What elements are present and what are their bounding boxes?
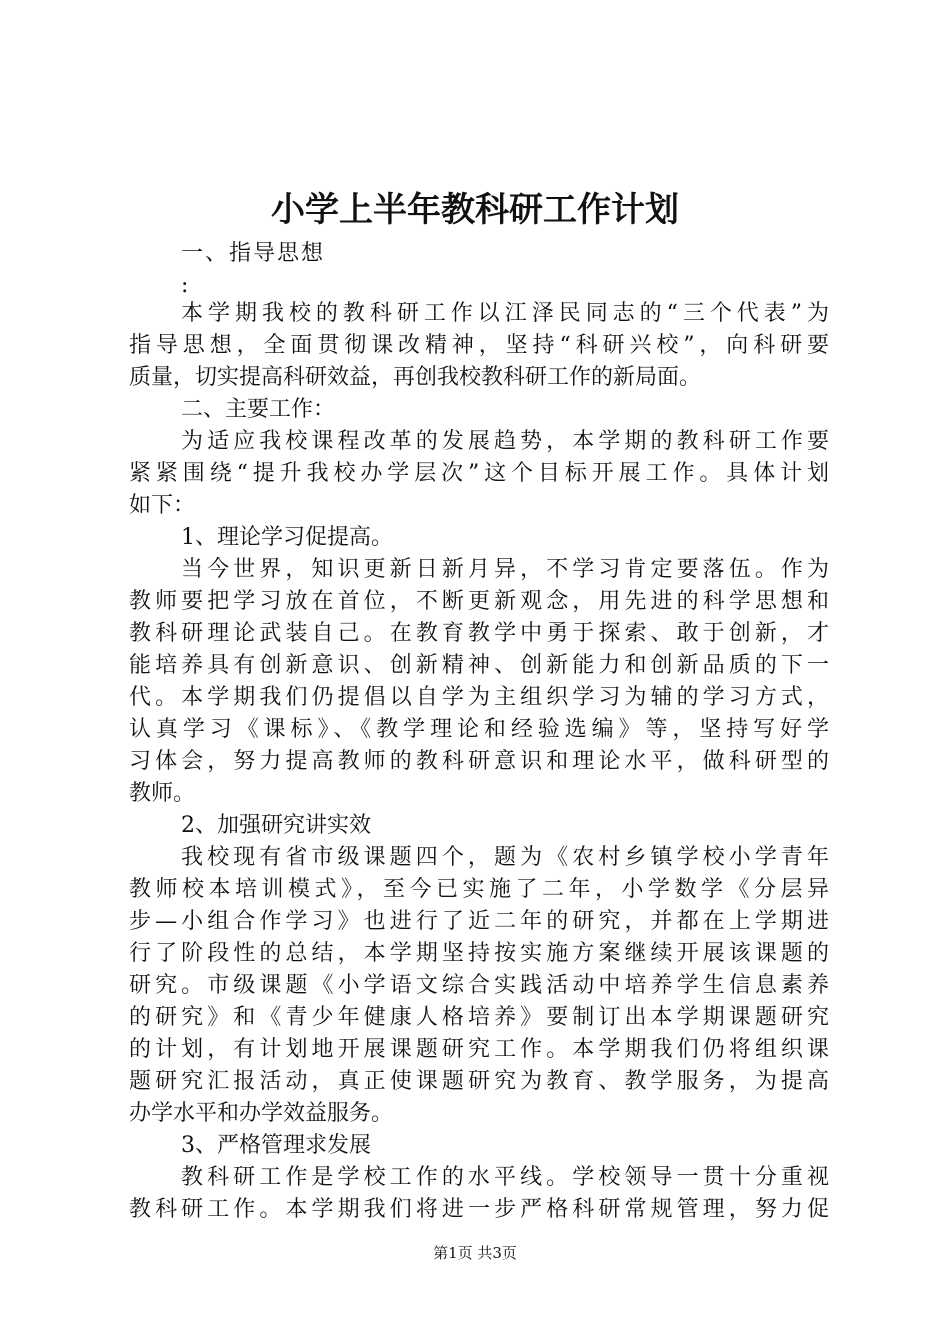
text-line: 认真学习《课标》、《教学理论和经验选编》等，坚持写好学 [129, 717, 829, 742]
text-line: 能培养具有创新意识、创新精神、创新能力和创新品质的下一 [129, 653, 829, 678]
text-line: 我校现有省市级课题四个，题为《农村乡镇学校小学青年 [181, 845, 829, 870]
text-line: 本学期我校的教科研工作以江泽民同志的“三个代表”为 [181, 301, 829, 326]
text-line: 为适应我校课程改革的发展趋势，本学期的教科研工作要 [181, 429, 829, 454]
document-title: 小学上半年教科研工作计划 [271, 190, 679, 230]
page-footer: 第1页 共3页 [433, 1244, 517, 1262]
section-heading-guiding-thought: 一、指导思想 [181, 241, 326, 266]
text-line: 教师。 [129, 781, 196, 806]
text-line: 教科研工作是学校工作的水平线。学校领导一贯十分重视 [181, 1165, 829, 1190]
text-line: 教师校本培训模式》，至今已实施了二年，小学数学《分层异 [129, 877, 829, 902]
text-line: 教师要把学习放在首位，不断更新观念，用先进的科学思想和 [129, 589, 829, 614]
text-line: : [181, 273, 189, 298]
text-line: 办学水平和办学效益服务。 [129, 1101, 394, 1126]
text-line: 如下： [129, 493, 196, 518]
subsection-heading-theory-study: 1、理论学习促提高。 [181, 525, 393, 550]
text-line: 步—小组合作学习》也进行了近二年的研究，并都在上学期进 [129, 909, 829, 934]
text-line: 习体会，努力提高教师的教科研意识和理论水平，做科研型的 [129, 749, 829, 774]
text-line: 题研究汇报活动，真正使课题研究为教育、教学服务，为提高 [129, 1069, 829, 1094]
section-heading-main-work: 二、主要工作： [181, 397, 336, 422]
text-line: 当今世界，知识更新日新月异，不学习肯定要落伍。作为 [181, 557, 829, 582]
subsection-heading-management: 3、严格管理求发展 [181, 1133, 371, 1158]
text-line: 行了阶段性的总结，本学期坚持按实施方案继续开展该课题的 [129, 941, 829, 966]
text-line: 教科研理论武装自己。在教育教学中勇于探索、敢于创新，才 [129, 621, 829, 646]
text-line: 指导思想，全面贯彻课改精神，坚持“科研兴校”，向科研要 [129, 333, 829, 358]
subsection-heading-research: 2、加强研究讲实效 [181, 813, 371, 838]
text-line: 代。本学期我们仍提倡以自学为主组织学习为辅的学习方式， [129, 685, 829, 710]
text-line: 教科研工作。本学期我们将进一步严格科研常规管理，努力促 [129, 1197, 829, 1222]
text-line: 紧紧围绕“提升我校办学层次”这个目标开展工作。具体计划 [129, 461, 829, 486]
text-line: 研究。市级课题《小学语文综合实践活动中培养学生信息素养 [129, 973, 829, 998]
text-line: 的计划，有计划地开展课题研究工作。本学期我们仍将组织课 [129, 1037, 829, 1062]
text-line: 质量，切实提高科研效益，再创我校教科研工作的新局面。 [129, 365, 702, 390]
text-line: 的研究》和《青少年健康人格培养》要制订出本学期课题研究 [129, 1005, 829, 1030]
